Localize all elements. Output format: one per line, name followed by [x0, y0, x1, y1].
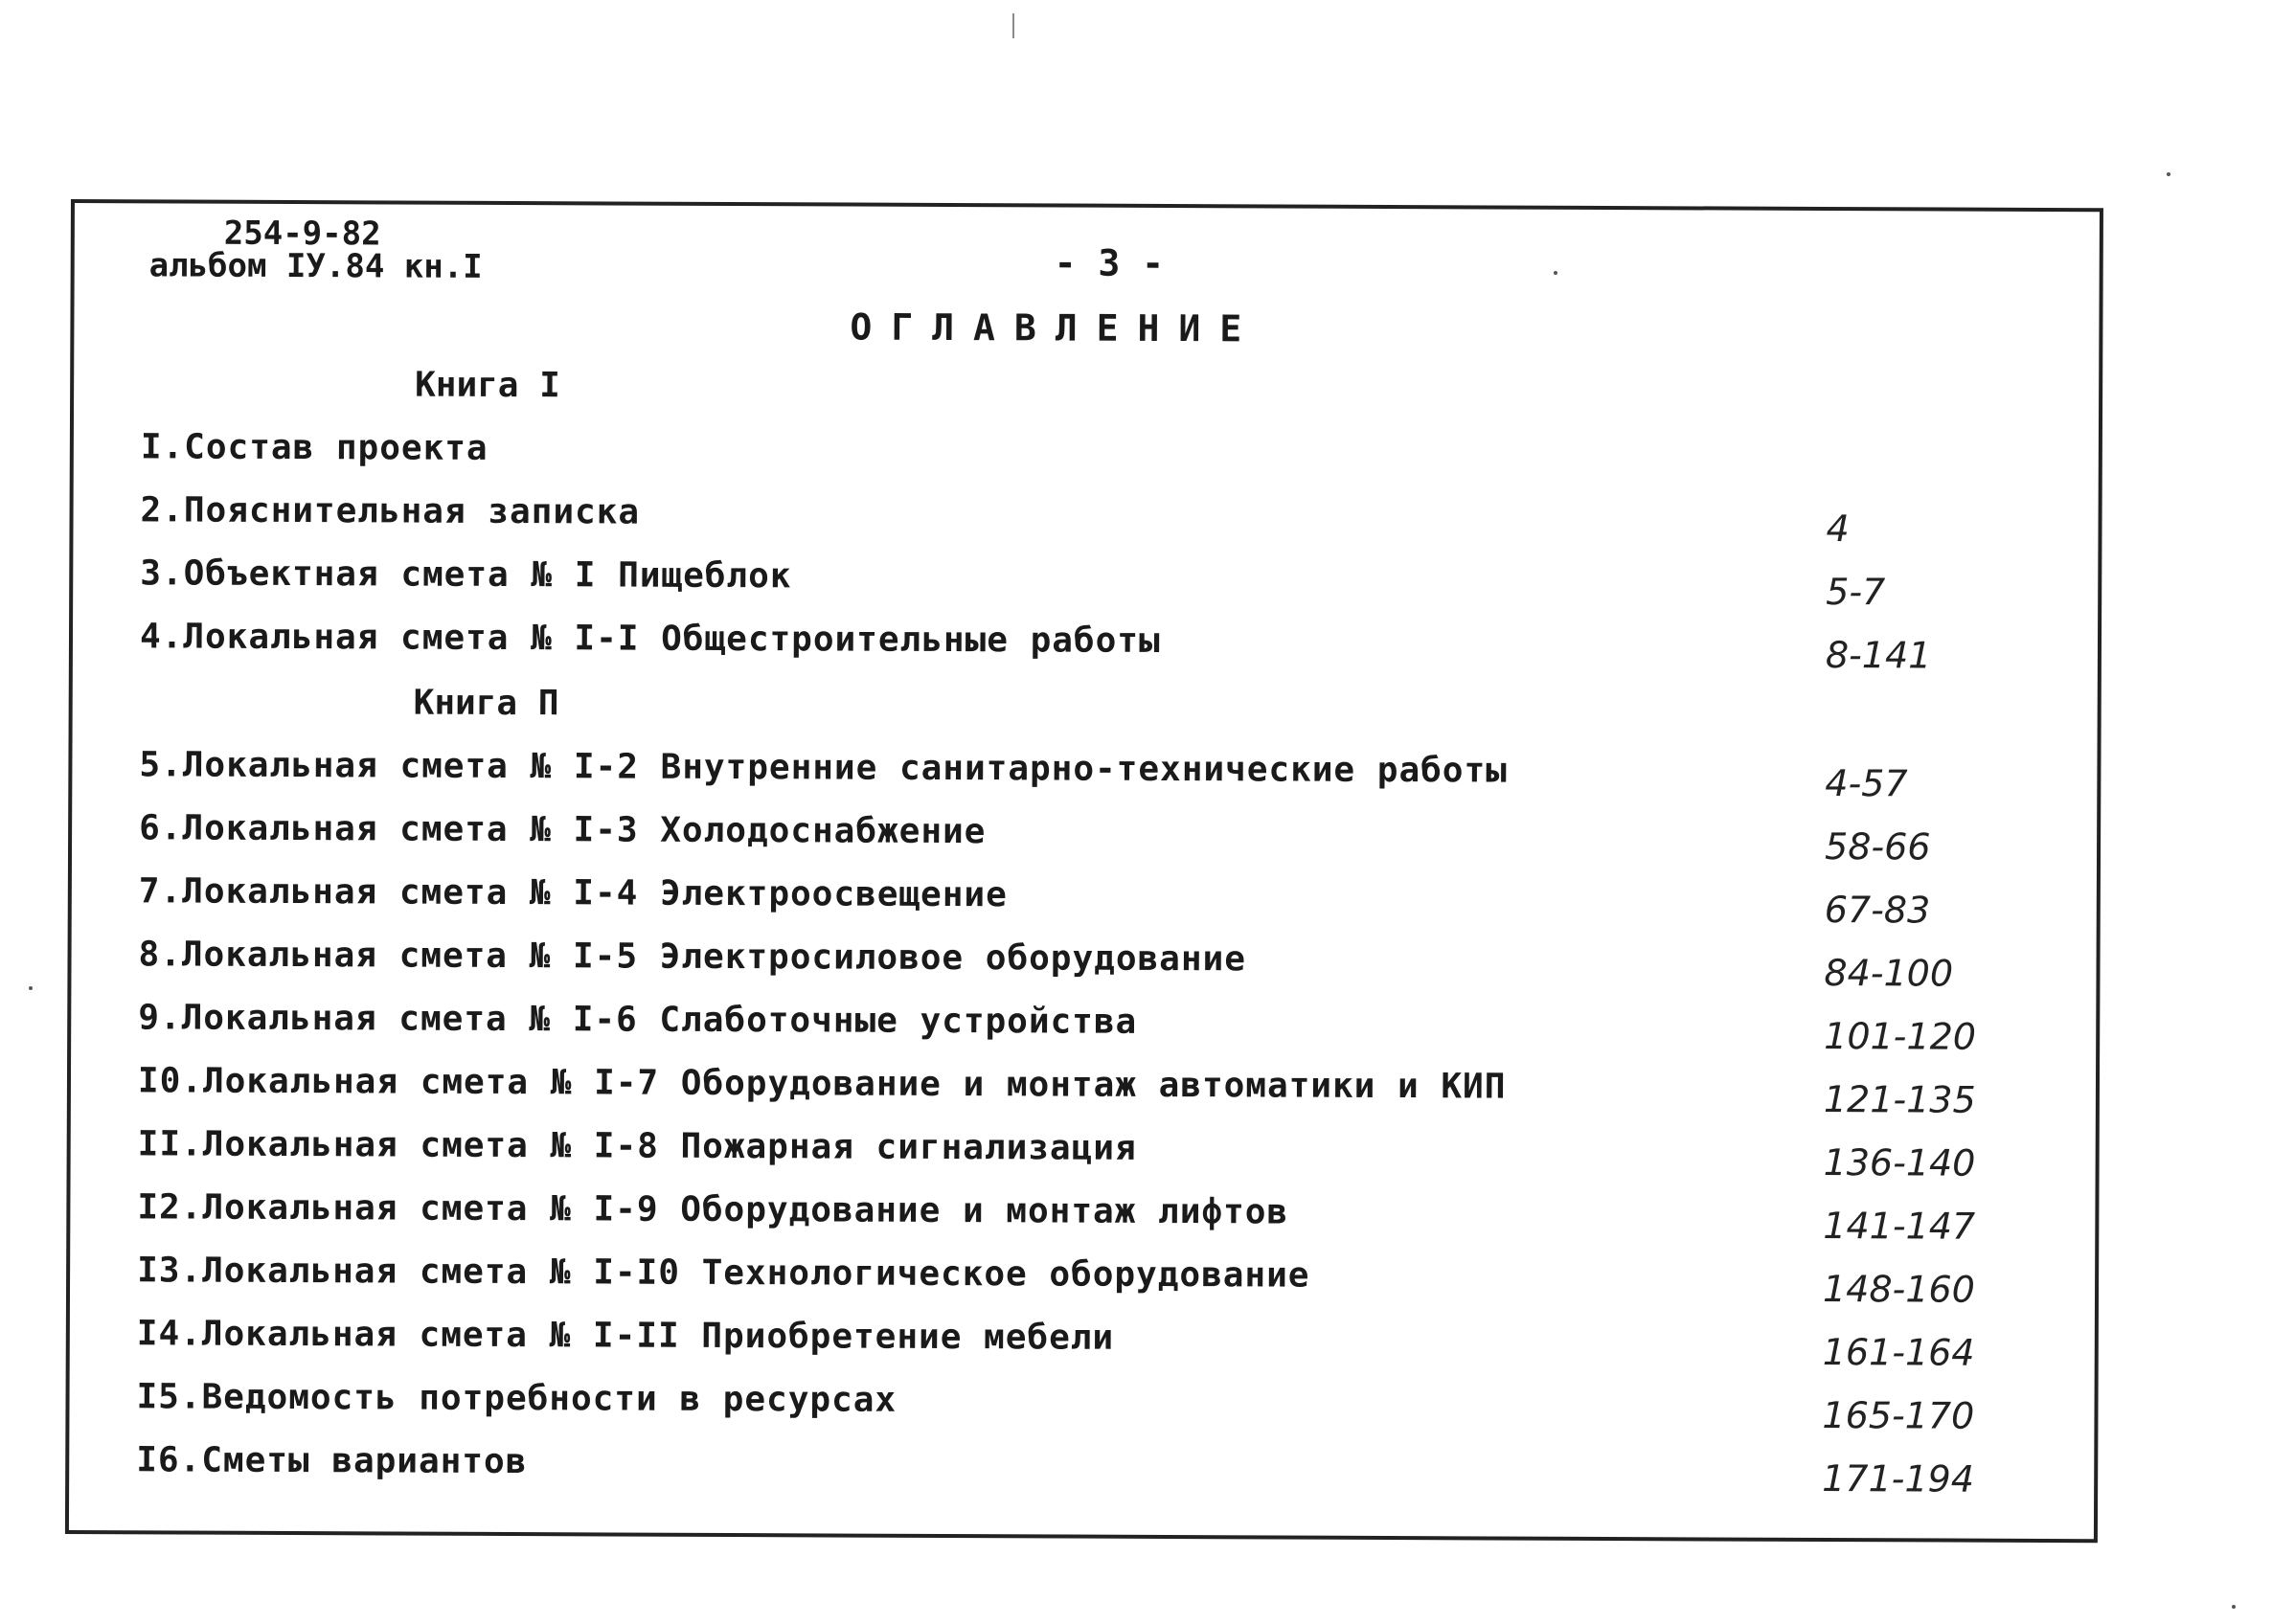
album-label: альбом IУ.84 кн.I: [148, 246, 483, 286]
toc-entry-pages: 136-140: [1823, 1140, 1976, 1184]
page-title: ОГЛАВЛЕНИЕ: [850, 305, 1261, 350]
toc-entry: [136, 1440, 2052, 1500]
toc-entry: [139, 617, 2056, 677]
toc-entry-title: 3.Объектная смета № I Пищеблок: [140, 553, 792, 597]
document-code-block: [148, 214, 483, 286]
toc-entry-title: 9.Локальная смета № I-6 Слаботочные устройства: [138, 998, 1138, 1042]
toc-entry-title: 8.Локальная смета № I-5 Электросиловое оборудование: [138, 935, 1247, 980]
toc-entry-title: I6.Сметы вариантов: [136, 1440, 528, 1482]
toc-entry-pages: 171-194: [1822, 1456, 1975, 1500]
toc-entry: [136, 1377, 2052, 1437]
toc-entry-title: 7.Локальная смета № I-4 Электроосвещение: [138, 871, 1008, 915]
document-code: 254-9-82: [223, 214, 381, 254]
toc-entry: [139, 808, 2055, 868]
toc-entry-title: 2.Пояснительная записка: [140, 490, 641, 532]
toc-entry-title: I5.Ведомость потребности в ресурсах: [136, 1377, 897, 1420]
toc-entry-pages: 8-141: [1825, 633, 1932, 677]
toc-entry: [136, 1314, 2053, 1374]
toc-entry-pages: 121-135: [1823, 1077, 1976, 1121]
toc-entry-pages: 161-164: [1822, 1330, 1975, 1374]
toc-entry: [138, 871, 2055, 932]
toc-entry-title: 5.Локальная смета № I-2 Внутренние санитарно-технические работы: [139, 745, 1508, 791]
toc-entry: [137, 1251, 2053, 1311]
scan-speck: [2232, 1605, 2236, 1609]
toc-entry-title: 6.Локальная смета № I-3 Холодоснабжение: [139, 808, 987, 852]
scan-speck: [2167, 172, 2170, 176]
toc-entry: [137, 1061, 2054, 1121]
toc-entry-pages: 5-7: [1826, 570, 1886, 614]
toc-entry-title: I0.Локальная смета № I-7 Оборудование и монтаж автоматики и КИП: [137, 1061, 1507, 1107]
toc-entry: [137, 1124, 2054, 1184]
toc-entry: [138, 935, 2054, 995]
toc-entry-pages: 148-160: [1822, 1267, 1975, 1311]
toc-entry-pages: 4-57: [1825, 761, 1908, 805]
scan-mark: [1012, 13, 1014, 38]
toc-entry: [139, 745, 2055, 805]
toc-entry-pages: 84-100: [1824, 951, 1954, 995]
toc-entry-pages: 165-170: [1822, 1393, 1975, 1437]
toc-entry-title: II.Локальная смета № I-8 Пожарная сигнализация: [137, 1124, 1137, 1168]
book-heading: Книга I: [415, 365, 560, 406]
toc-entry: [140, 490, 2056, 551]
toc-entry: [138, 998, 2054, 1058]
toc-entry-pages: 67-83: [1824, 888, 1931, 932]
toc-entry-title: I3.Локальная смета № I-I0 Технологическое оборудование: [137, 1251, 1310, 1296]
toc-entry-title: I4.Локальная смета № I-II Приобретение мебели: [136, 1314, 1115, 1358]
toc-entry-pages: 101-120: [1824, 1014, 1977, 1058]
toc-entry: [137, 1187, 2053, 1248]
document-frame: [65, 199, 2103, 1543]
page-number: - 3 -: [1054, 241, 1165, 284]
toc-entry-pages: 4: [1826, 507, 1850, 551]
scan-speck: [29, 986, 33, 990]
toc-entry: [140, 553, 2056, 614]
toc-entry-title: I2.Локальная смета № I-9 Оборудование и монтаж лифтов: [137, 1187, 1289, 1232]
toc-entry: [141, 427, 2056, 484]
toc-entry-title: 4.Локальная смета № I-I Общестроительные работы: [139, 617, 1161, 661]
book-heading: Книга П: [413, 683, 559, 724]
toc-entry-pages: 141-147: [1823, 1204, 1976, 1248]
toc-entry-pages: 58-66: [1824, 824, 1931, 868]
toc-entry-title: I.Состав проекта: [140, 427, 488, 468]
